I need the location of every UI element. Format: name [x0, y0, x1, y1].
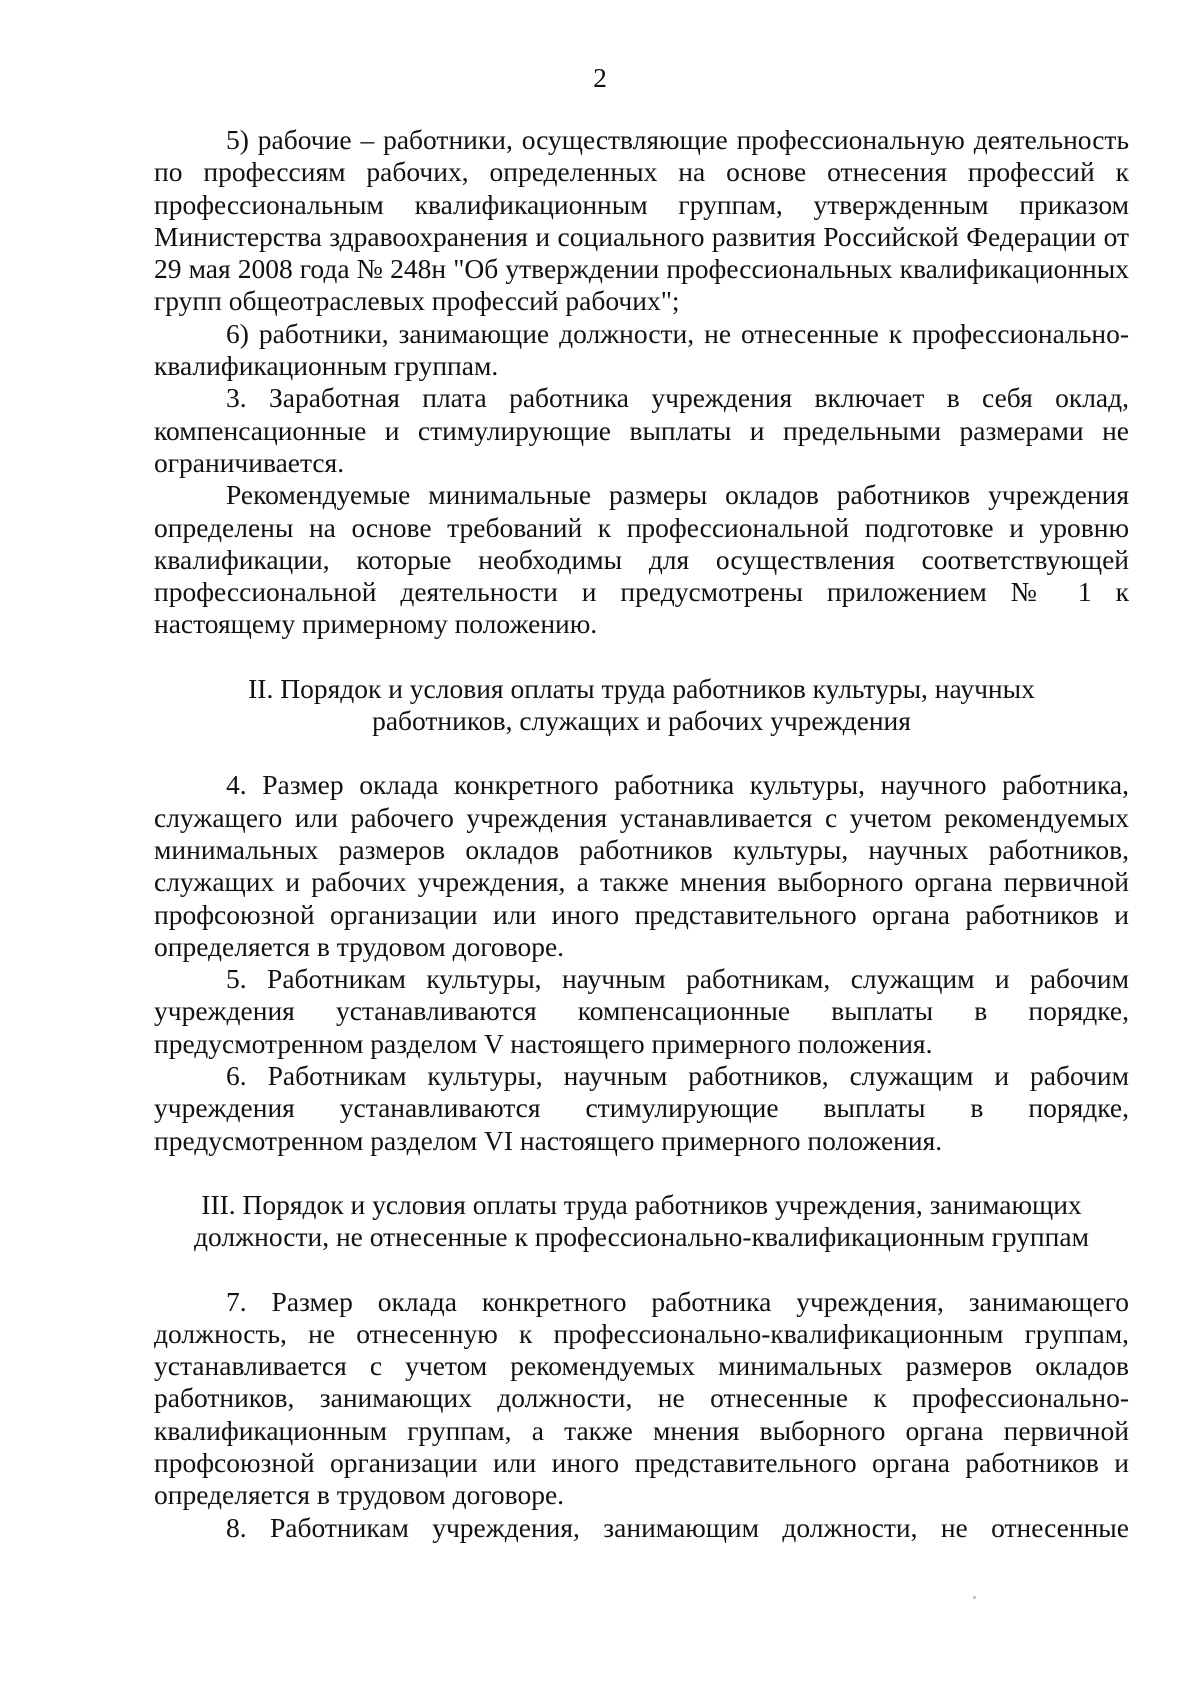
paragraph-item-6: 6) работники, занимающие должности, не отнесенные к профессионально-квалификационным группам. — [154, 317, 1129, 382]
spacer — [154, 737, 1129, 769]
section-3-heading-line-2: должности, не отнесенные к профессионально-квалификационным группам — [194, 1221, 1089, 1253]
paragraph-5: 5. Работникам культуры, научным работникам, служащим и рабочим учреждения устанавливаются компенсационные выплаты в порядке, предусмотренном разделом V настоящего примерного положения. — [154, 963, 1129, 1059]
spacer — [154, 641, 1129, 673]
paragraph-3-continued: Рекомендуемые минимальные размеры окладов работников учреждения определены на основе требований к профессиональной подготовке и уровню квалификации, которые необходимы для осуществления соответствующей профессиональной деятельности и предусмотрены приложением № 1 к настоящему примерному положению. — [154, 479, 1129, 640]
paragraph-3: 3. Заработная плата работника учреждения включает в себя оклад, компенсационные и стимулирующие выплаты и предельными размерами не ограничивается. — [154, 382, 1129, 478]
section-2-heading-line-2: работников, служащих и рабочих учреждения — [372, 705, 911, 737]
paragraph-item-5: 5) рабочие – работники, осуществляющие профессиональную деятельность по профессиям рабочих, определенных на основе отнесения профессий к профессиональным квалификационным группам, утвержденным приказом Министерства здравоохранения и социального развития Российской Федерации от 29 мая 2008 года № 248н "Об утверждении профессиональных квалификационных групп общеотраслевых профессий рабочих"; — [154, 124, 1129, 317]
paragraph-4: 4. Размер оклада конкретного работника культуры, научного работника, служащего или рабочего учреждения устанавливается с учетом рекомендуемых минимальных размеров окладов работников культуры, научных работников, служащих и рабочих учреждения, а также мнения выборного органа первичной профсоюзной организации или иного представительного органа работников и определяется в трудовом договоре. — [154, 769, 1129, 962]
paragraph-8: 8. Работникам учреждения, занимающим должности, не отнесенные — [226, 1511, 1129, 1543]
section-3-heading-line-1: III. Порядок и условия оплаты труда работников учреждения, занимающих — [201, 1188, 1082, 1220]
document-body — [154, 124, 1129, 1544]
section-2-heading — [154, 673, 1129, 738]
section-3-heading — [154, 1189, 1129, 1254]
spacer — [154, 1254, 1129, 1286]
paragraph-6: 6. Работникам культуры, научным работников, служащим и рабочим учреждения устанавливаются стимулирующие выплаты в порядке, предусмотренном разделом VI настоящего примерного положения. — [154, 1060, 1129, 1156]
spacer — [154, 1157, 1129, 1189]
page-number: 2 — [593, 62, 607, 93]
paragraph-7: 7. Размер оклада конкретного работника учреждения, занимающего должность, не отнесенную к профессионально-квалификационным группам, устанавливается с учетом рекомендуемых минимальных размеров окладов работников, занимающих должности, не отнесенные к профессионально-квалификационным группам, а также мнения выборного органа первичной профсоюзной организации или иного представительного органа работников и определяется в трудовом договоре. — [154, 1285, 1129, 1511]
scan-speck — [973, 1596, 976, 1599]
section-2-heading-line-1: II. Порядок и условия оплаты труда работников культуры, научных — [248, 672, 1035, 704]
